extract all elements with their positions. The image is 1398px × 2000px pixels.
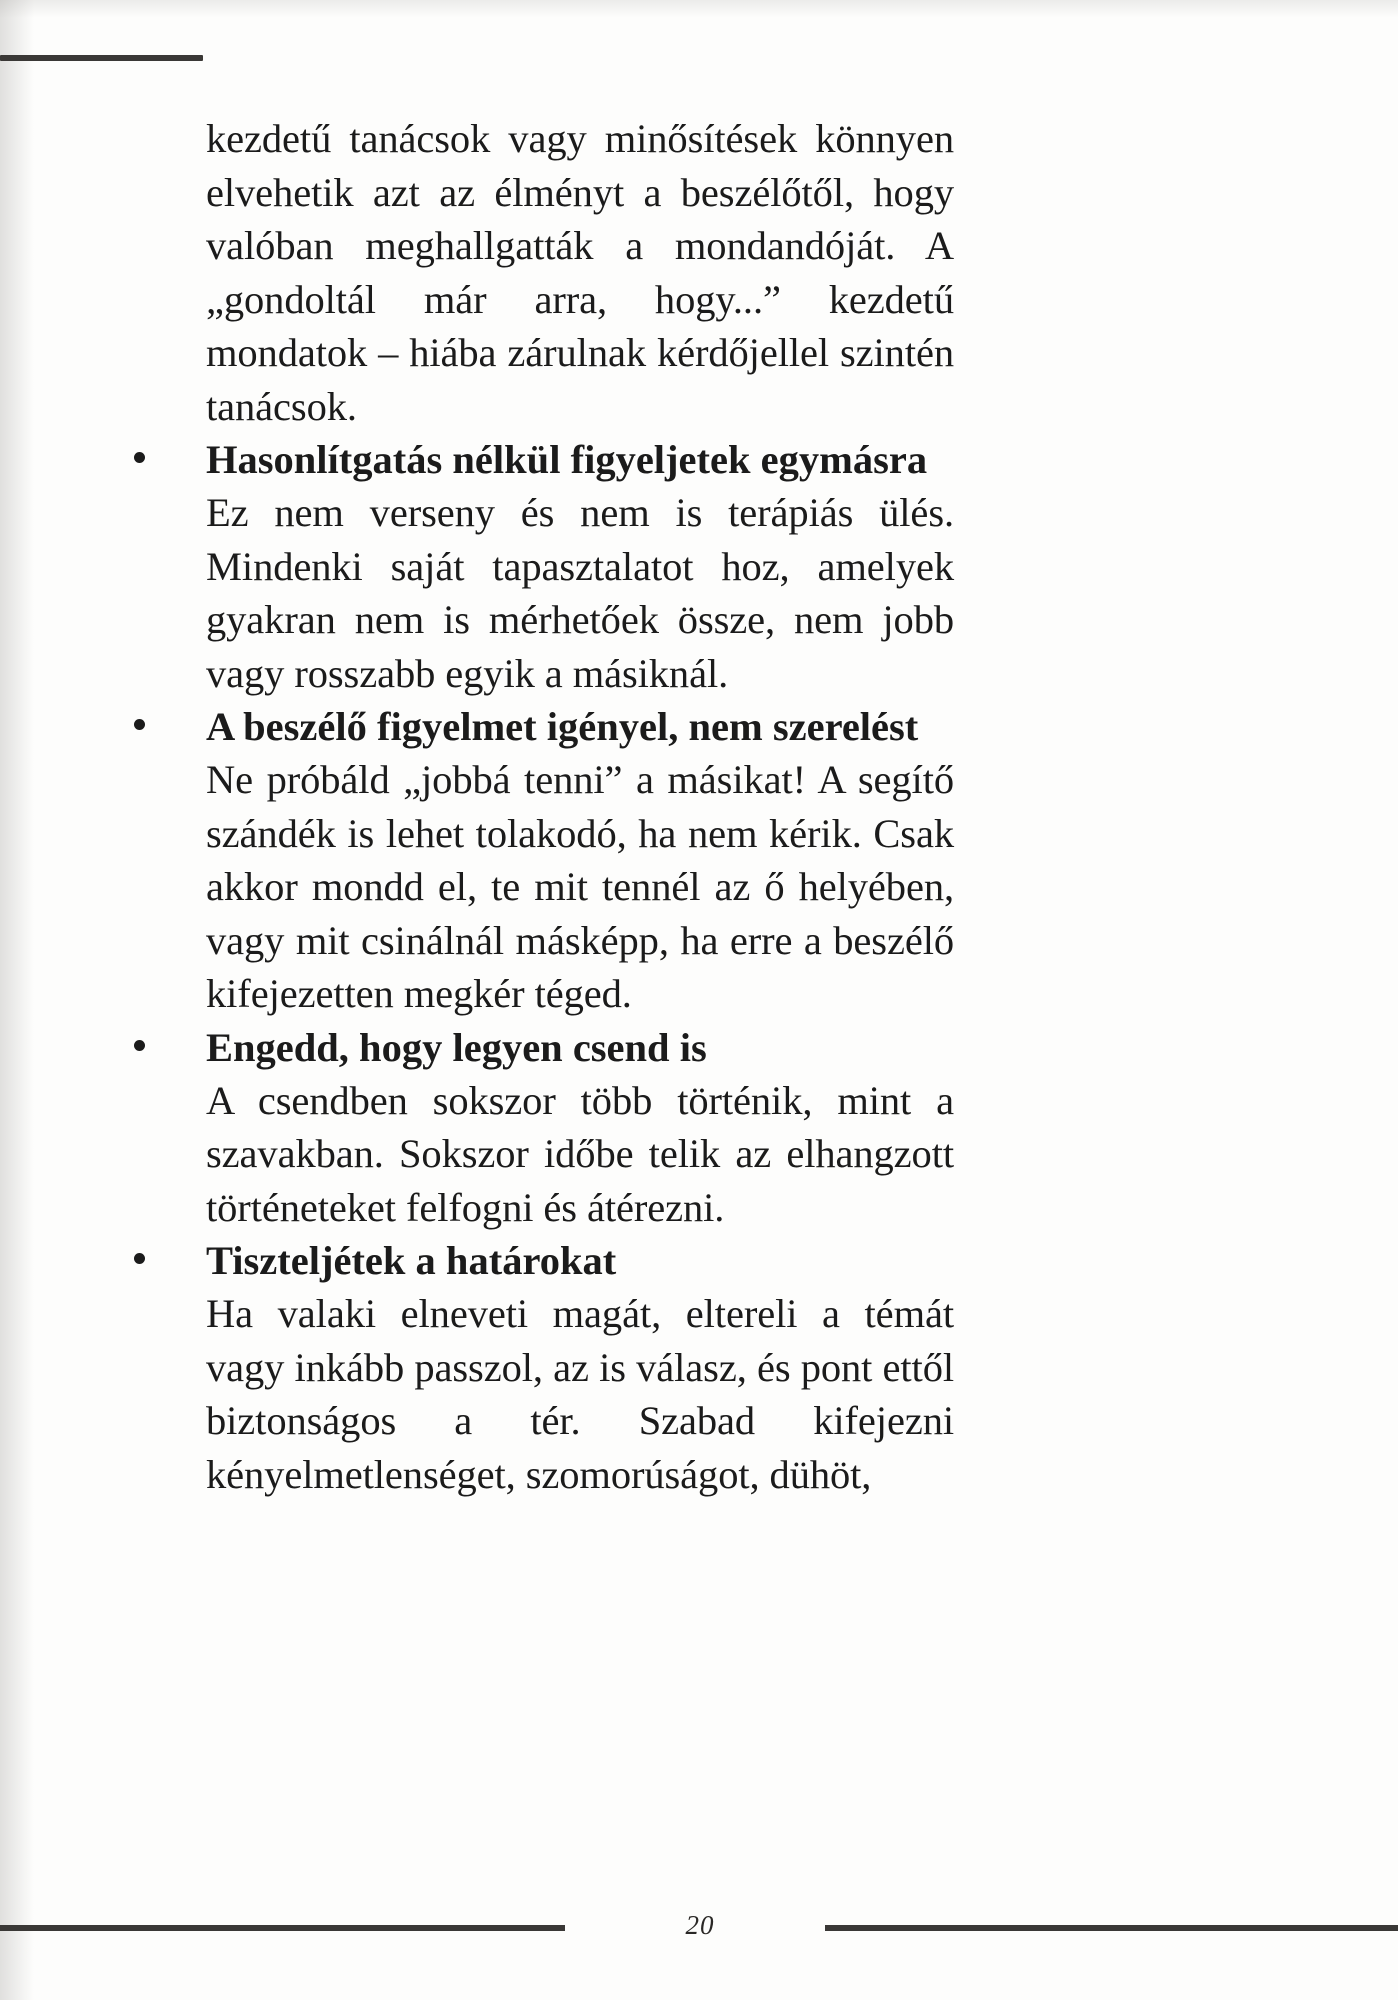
page-footer [0,1910,1398,1950]
list-item-body: A csendben sokszor több történik, mint a szavakban. Sokszor időbe telik az elhangzott történeteket felfogni és átérezni. [206,1077,954,1230]
list-item-heading: Hasonlítgatás nélkül figyeljetek egymásra [206,437,928,482]
list-item [206,700,954,1021]
opening-paragraph: kezdetű tanácsok vagy minősítések könnyen elvehetik azt az élményt a beszélőtől, hogy valóban meghallgatták a mondandóját. A „gondoltál már arra, hogy...” kezdetű mondatok – hiába zárulnak kérdőjellel szintén tanácsok. [206,116,954,429]
list-item [206,1234,954,1501]
list-item-heading: Engedd, hogy legyen csend is [206,1024,707,1070]
footer-rule-right [825,1925,1398,1931]
list-item-heading: A beszélő figyelmet igényel, nem szerelést [206,704,919,749]
bullet-dot-icon [134,1253,145,1264]
page-content [206,112,954,1501]
bullet-list [206,433,954,1501]
header-rule [0,55,203,61]
scan-top-shadow [0,0,1398,18]
list-item-heading: Tiszteljétek a határokat [206,1238,617,1283]
list-item-body: Ez nem verseny és nem is terápiás ülés. Mindenki saját tapasztalatot hoz, amelyek gyakran nem is mérhetőek össze, nem jobb vagy rosszabb egyik a másiknál. [206,490,954,696]
bullet-dot-icon [134,452,145,463]
bullet-dot-icon [134,719,145,730]
list-item [206,1021,954,1235]
list-item-body: Ne próbáld „jobbá tenni” a másikat! A segítő szándék is lehet tolakodó, ha nem kérik. Csak akkor mondd el, te mit tennél az ő helyében, vagy mit csinálnál másképp, ha erre a beszélő kifejezetten megkér téged. [206,757,954,1016]
list-item-body: Ha valaki elneveti magát, eltereli a témát vagy inkább passzol, az is válasz, és pont ettől biztonságos a tér. Szabad kifejezni kényelmetlenséget, szomorúságot, dühöt, [206,1291,954,1497]
footer-rule-left [0,1925,565,1931]
list-item [206,433,954,700]
scan-edge-shadow [0,0,34,2000]
bullet-dot-icon [134,1040,145,1051]
page-number: 20 [685,1910,715,1940]
